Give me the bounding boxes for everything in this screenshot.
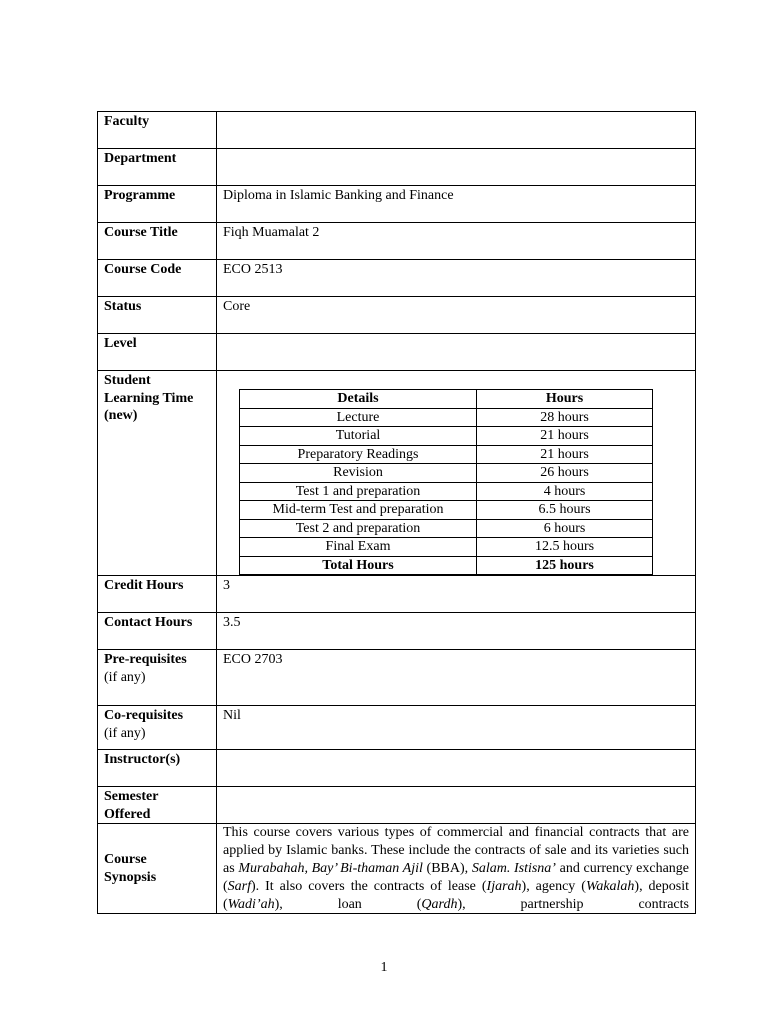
- slt-hours: 12.5 hours: [477, 538, 653, 557]
- synopsis-segment: ), agency (: [521, 879, 586, 894]
- semester-label: [98, 787, 217, 824]
- synopsis-segment: ), deposit (: [223, 879, 689, 912]
- status-value: Core: [217, 297, 696, 334]
- credit-hours-label: Credit Hours: [98, 576, 217, 613]
- course-code-label: Course Code: [98, 260, 217, 297]
- synopsis-term: Wakalah: [585, 879, 635, 894]
- synopsis-segment: and currency exchange (: [223, 861, 689, 894]
- credit-hours-value: 3: [217, 576, 696, 613]
- slt-label-line-2: Learning Time: [104, 390, 194, 406]
- slt-label-line-1: Student: [104, 373, 151, 388]
- faculty-row: [98, 112, 696, 149]
- slt-row-test-1: [240, 482, 653, 501]
- corequisites-sublabel: (if any): [104, 725, 146, 741]
- programme-value: Diploma in Islamic Banking and Finance: [217, 186, 696, 223]
- instructors-value: [217, 750, 696, 787]
- slt-row-revision: [240, 464, 653, 483]
- course-title-label: Course Title: [98, 223, 217, 260]
- prerequisites-label: [98, 650, 217, 706]
- synopsis-value: [217, 824, 696, 914]
- course-title-value: Fiqh Muamalat 2: [217, 223, 696, 260]
- slt-detail: Revision: [240, 464, 477, 483]
- page-number: 1: [380, 960, 388, 975]
- level-value: [217, 334, 696, 371]
- course-info-table: [97, 111, 696, 914]
- contact-hours-value: 3.5: [217, 613, 696, 650]
- status-label: Status: [98, 297, 217, 334]
- corequisites-label: [98, 706, 217, 750]
- synopsis-label: [98, 824, 217, 914]
- credit-hours-row: [98, 576, 696, 613]
- slt-detail: Test 1 and preparation: [240, 482, 477, 501]
- synopsis-term: Ijarah: [486, 879, 522, 894]
- slt-hours: 26 hours: [477, 464, 653, 483]
- programme-label: Programme: [98, 186, 217, 223]
- instructors-row: [98, 750, 696, 787]
- level-label: Level: [98, 334, 217, 371]
- synopsis-row: [98, 824, 696, 914]
- slt-hours: 6.5 hours: [477, 501, 653, 520]
- contact-hours-label: Contact Hours: [98, 613, 217, 650]
- slt-hours: 21 hours: [477, 445, 653, 464]
- slt-detail: Mid-term Test and preparation: [240, 501, 477, 520]
- status-row: [98, 297, 696, 334]
- prerequisites-value: ECO 2703: [217, 650, 696, 706]
- slt-header-row: [240, 390, 653, 409]
- slt-row-final-exam: [240, 538, 653, 557]
- synopsis-segment: (BBA),: [422, 861, 472, 876]
- slt-header-details: Details: [240, 390, 477, 409]
- slt-total-hours: 125 hours: [477, 556, 653, 575]
- corequisites-value: Nil: [217, 706, 696, 750]
- slt-detail: Preparatory Readings: [240, 445, 477, 464]
- corequisites-row: [98, 706, 696, 750]
- slt-row-tutorial: [240, 427, 653, 446]
- semester-label-line-2: Offered: [104, 806, 151, 822]
- prerequisites-row: [98, 650, 696, 706]
- slt-detail: Lecture: [240, 408, 477, 427]
- contact-hours-row: [98, 613, 696, 650]
- synopsis-segment: ), partnership contracts: [457, 897, 689, 912]
- slt-row-midterm: [240, 501, 653, 520]
- slt-hours: 6 hours: [477, 519, 653, 538]
- course-code-row: [98, 260, 696, 297]
- slt-row-lecture: [240, 408, 653, 427]
- level-row: [98, 334, 696, 371]
- slt-label-line-3: (new): [104, 408, 138, 423]
- slt-value: [217, 371, 696, 576]
- synopsis-term: Qardh: [421, 897, 458, 912]
- programme-row: [98, 186, 696, 223]
- synopsis-segment: This course covers various types of commercial and financial contracts that are applied by Islamic banks. These include the contracts of sale and its varieties such as: [223, 825, 689, 876]
- synopsis-label-line-1: Course: [104, 852, 147, 867]
- slt-breakdown-table: [239, 389, 653, 575]
- synopsis-term: Salam. Istisna’: [471, 861, 556, 876]
- semester-label-line-1: Semester: [104, 789, 159, 804]
- synopsis-term: Wadi’ah: [227, 897, 275, 912]
- department-row: [98, 149, 696, 186]
- faculty-value: [217, 112, 696, 149]
- slt-detail: Tutorial: [240, 427, 477, 446]
- slt-detail: Final Exam: [240, 538, 477, 557]
- slt-hours: 4 hours: [477, 482, 653, 501]
- instructors-label: Instructor(s): [98, 750, 217, 787]
- semester-value: [217, 787, 696, 824]
- slt-detail: Test 2 and preparation: [240, 519, 477, 538]
- department-label: Department: [98, 149, 217, 186]
- faculty-label: Faculty: [98, 112, 217, 149]
- synopsis-term: Sarf: [227, 879, 252, 894]
- synopsis-label-line-2: Synopsis: [104, 869, 157, 885]
- slt-row-preparatory-readings: [240, 445, 653, 464]
- course-code-value: ECO 2513: [217, 260, 696, 297]
- slt-row-test-2: [240, 519, 653, 538]
- synopsis-text: [217, 824, 695, 913]
- slt-total-label: Total Hours: [240, 556, 477, 575]
- slt-header-hours: Hours: [477, 390, 653, 409]
- slt-label: [98, 371, 217, 576]
- course-title-row: [98, 223, 696, 260]
- prerequisites-title: Pre-requisites: [104, 652, 187, 667]
- slt-hours: 28 hours: [477, 408, 653, 427]
- slt-total-row: [240, 556, 653, 575]
- slt-row: [98, 371, 696, 576]
- corequisites-title: Co-requisites: [104, 708, 184, 723]
- semester-row: [98, 787, 696, 824]
- department-value: [217, 149, 696, 186]
- slt-hours: 21 hours: [477, 427, 653, 446]
- synopsis-segment: ). It also covers the contracts of lease (: [251, 879, 487, 894]
- synopsis-segment: ), loan (: [274, 897, 422, 912]
- prerequisites-sublabel: (if any): [104, 669, 146, 685]
- synopsis-term: Murabahah, Bay’ Bi-thaman Ajil: [238, 861, 423, 876]
